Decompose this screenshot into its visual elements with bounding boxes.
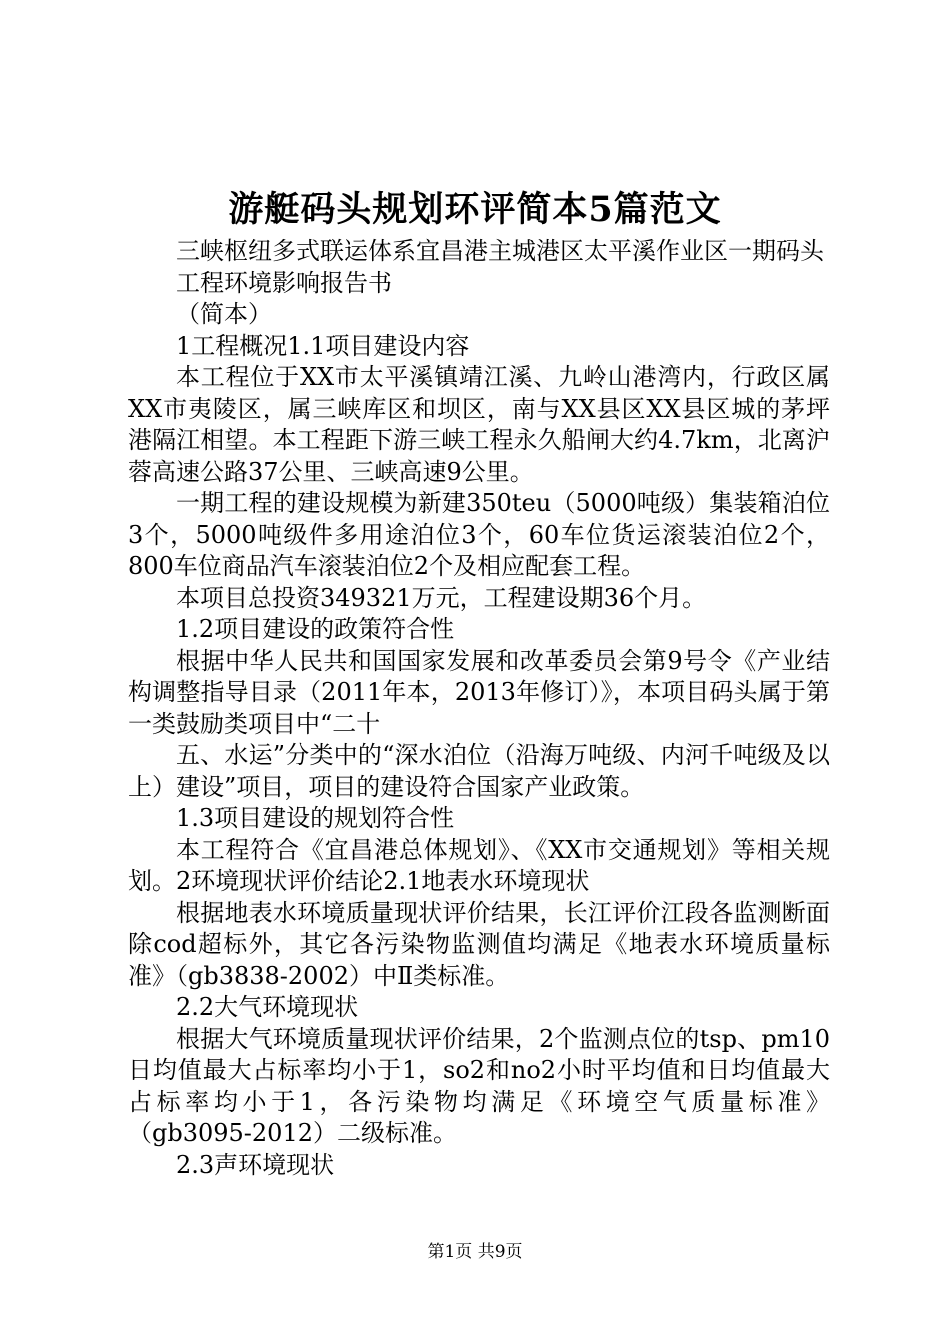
paragraph: 三峡枢纽多式联运体系宜昌港主城港区太平溪作业区一期码头 <box>176 237 824 265</box>
section-heading: 2.2大气环境现状 <box>176 993 359 1021</box>
paragraph: （简本） <box>176 300 272 328</box>
paragraph: 本项目总投资349321万元，工程建设期36个月。 <box>176 583 707 612</box>
section-heading: 1工程概况1.1项目建设内容 <box>176 331 470 360</box>
document-body <box>128 236 830 1181</box>
page-number-footer: 第1页 共9页 <box>427 1242 523 1262</box>
section-heading: 2.3声环境现状 <box>176 1150 335 1179</box>
paragraph: 根据中华人民共和国国家发展和改革委员会第9号令《产业结构调整指导目录（2011年本，2013年修订）》，本项目码头属于第一类鼓励类项目中“二十 <box>128 646 830 738</box>
paragraph: 工程环境影响报告书 <box>176 268 392 297</box>
paragraph: 一期工程的建设规模为新建350teu（5000吨级）集装箱泊位3个，5000吨级件多用途泊位3个，60车位货运滚装泊位2个，800车位商品汽车滚装泊位2个及相应配套工程。 <box>128 489 830 580</box>
paragraph: 本工程符合《宜昌港总体规划》、《XX市交通规划》等相关规划。2环境现状评价结论2.1地表水环境现状 <box>128 835 830 895</box>
paragraph: 本工程位于XX市太平溪镇靖江溪、九岭山港湾内，行政区属XX市夷陵区，属三峡库区和坝区，南与XX县区XX县区城的茅坪港隔江相望。本工程距下游三峡工程永久船闸大约4.7km，北离沪蓉高速公路37公里、三峡高速9公里。 <box>128 363 830 486</box>
paragraph: 根据地表水环境质量现状评价结果，长江评价江段各监测断面除cod超标外，其它各污染物监测值均满足《地表水环境质量标准》（gb3838-2002）中Ⅱ类标准。 <box>128 898 830 990</box>
section-heading: 1.2项目建设的政策符合性 <box>176 615 455 643</box>
document-title: 游艇码头规划环评简本5篇范文 <box>228 189 722 230</box>
paragraph: 五、水运”分类中的“深水泊位（沿海万吨级、内河千吨级及以上）建设”项目，项目的建设符合国家产业政策。 <box>128 741 830 801</box>
paragraph: 根据大气环境质量现状评价结果，2个监测点位的tsp、pm10日均值最大占标率均小于1，so2和no2小时平均值和日均值最大占标率均小于1，各污染物均满足《环境空气质量标准》（gb3095-2012）二级标准。 <box>128 1024 830 1147</box>
section-heading: 1.3项目建设的规划符合性 <box>176 804 455 832</box>
